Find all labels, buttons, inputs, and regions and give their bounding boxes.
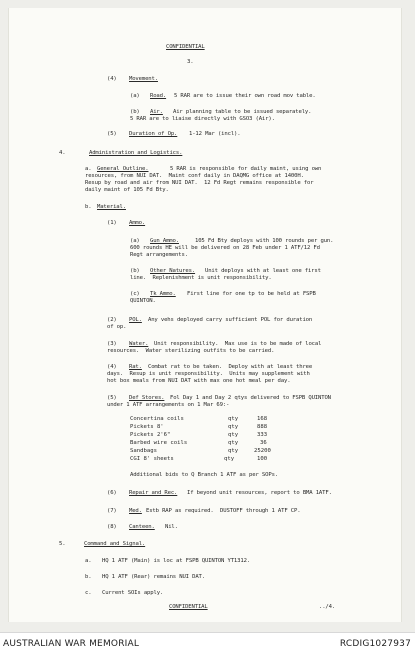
def-store-name: Pickets 2'6"	[130, 432, 171, 438]
general-outline-num: a.	[85, 166, 92, 172]
def-store-unit: qty	[228, 424, 239, 430]
pol-num: (2)	[107, 317, 117, 323]
repair-text: If beyond unit resources, report to BMA 1ATF.	[187, 490, 332, 496]
water-line-2: resources. Water sterilizing outfits to be carried.	[107, 348, 275, 354]
other-natures-line-1: Unit deploys with at least one first	[205, 268, 321, 274]
med-text: Estb RAP as required. DUSTOFF through 1 ATF CP.	[146, 508, 301, 514]
general-outline-line-2: resources, from NUI DAT. Maint conf daily in DAQMG office at 1400H.	[85, 173, 304, 179]
gun-ammo-line-3: Regt arrangements.	[130, 252, 188, 258]
duration-num: (5)	[107, 131, 117, 137]
road-title: Road.	[150, 93, 167, 99]
movement-num: (4)	[107, 76, 117, 82]
def-store-name: Pickets 8'	[130, 424, 164, 430]
rat-title: Rat.	[129, 364, 142, 370]
other-natures-num: (b)	[130, 268, 140, 274]
classification-footer: CONFIDENTIAL	[169, 604, 208, 610]
section-4-num: 4.	[59, 150, 66, 156]
med-title: Med.	[129, 508, 142, 514]
section-4-title: Administration and Logistics.	[89, 150, 183, 156]
air-text-2: 5 RAR are to liaise directly with GSO3 (Air).	[130, 116, 275, 122]
general-outline-line-4: daily maint of 105 Fd Bty.	[85, 187, 169, 193]
document-page	[8, 8, 402, 622]
def-store-unit: qty	[228, 416, 239, 422]
pol-line-1: Any vehs deployed carry sufficient POL for duration	[148, 317, 313, 323]
def-store-unit: qty	[224, 456, 235, 462]
def-store-qty: 888	[257, 424, 268, 430]
tk-ammo-title: Tk Ammo.	[150, 291, 176, 297]
continuation-marker: ../4.	[319, 604, 336, 610]
duration-title: Duration of Op.	[129, 131, 178, 137]
tk-ammo-line-2: QUINTON.	[130, 298, 156, 304]
road-num: (a)	[130, 93, 140, 99]
def-store-name: CGI 8' sheets	[130, 456, 174, 462]
water-title: Water.	[129, 341, 149, 347]
def-store-unit: qty	[228, 448, 239, 454]
def-store-name: Barbed wire coils	[130, 440, 188, 446]
section-5-title: Command and Signal.	[84, 541, 146, 547]
pol-line-2: of op.	[107, 324, 127, 330]
other-natures-title: Other Natures.	[150, 268, 196, 274]
def-stores-line-2: under 1 ATF arrangements on 1 Mar 69:-	[107, 402, 230, 408]
water-line-1: Unit responsibility. Max use is to be made of local	[154, 341, 322, 347]
gun-ammo-title: Gun Ammo.	[150, 238, 179, 244]
def-store-qty: 25200	[254, 448, 271, 454]
canteen-num: (8)	[107, 524, 117, 530]
def-stores-note: Additional bids to Q Branch 1 ATF as per SOPs.	[130, 472, 279, 478]
gun-ammo-num: (a)	[130, 238, 140, 244]
def-stores-num: (5)	[107, 395, 117, 401]
def-store-unit: qty	[228, 440, 239, 446]
pol-title: POL.	[129, 317, 142, 323]
def-store-name: Concertina coils	[130, 416, 184, 422]
def-store-qty: 168	[257, 416, 268, 422]
section-5-num: 5.	[59, 541, 66, 547]
archive-id: RCDIG1027937	[339, 639, 411, 649]
gun-ammo-line-2: 600 rounds HE will be delivered on 28 Feb under 1 ATF/12 Fd	[130, 245, 320, 251]
canteen-title: Canteen.	[129, 524, 155, 530]
other-natures-line-2: line. Replenishment is unit responsibility.	[130, 275, 272, 281]
ammo-num: (1)	[107, 220, 117, 226]
canteen-text: Nil.	[165, 524, 178, 530]
def-store-qty: 100	[257, 456, 268, 462]
def-stores-line-1: Fol Day 1 and Day 2 qtys delivered to FSPB QUINTON	[170, 395, 331, 401]
repair-num: (6)	[107, 490, 117, 496]
air-title: Air.	[150, 109, 163, 115]
command-b-num: b.	[85, 574, 92, 580]
water-num: (3)	[107, 341, 117, 347]
tk-ammo-num: (c)	[130, 291, 140, 297]
def-store-unit: qty	[228, 432, 239, 438]
rat-num: (4)	[107, 364, 117, 370]
classification-header: CONFIDENTIAL	[166, 44, 205, 50]
archive-name: AUSTRALIAN WAR MEMORIAL	[3, 639, 140, 649]
road-text: 5 RAR are to issue their own road mov table.	[174, 93, 316, 99]
command-c-text: Current SOIs apply.	[102, 590, 164, 596]
air-num: (b)	[130, 109, 140, 115]
rat-line-2: days. Resup is unit responsibility. Units may supplement with	[107, 371, 310, 377]
command-a-num: a.	[85, 558, 92, 564]
repair-title: Repair and Rec.	[129, 490, 178, 496]
med-num: (7)	[107, 508, 117, 514]
general-outline-line-3: Resup by road and air from NUI DAT. 12 Fd Regt remains responsible for	[85, 180, 314, 186]
general-outline-line-1: 5 RAR is responsible for daily maint, using own	[170, 166, 322, 172]
command-c-num: c.	[85, 590, 92, 596]
def-stores-title: Def Stores.	[129, 395, 165, 401]
page-number: 3.	[187, 59, 194, 65]
gun-ammo-line-1: 105 Fd Bty deploys with 100 rounds per gun.	[195, 238, 334, 244]
archive-footer	[0, 632, 415, 655]
def-store-qty: 36	[260, 440, 267, 446]
material-num: b.	[85, 204, 92, 210]
rat-line-1: Combat rat to be taken. Deploy with at least three	[148, 364, 313, 370]
movement-title: Movement.	[129, 76, 158, 82]
def-store-name: Sandbags	[130, 448, 157, 454]
ammo-title: Ammo.	[129, 220, 146, 226]
command-b-text: HQ 1 ATF (Rear) remains NUI DAT.	[102, 574, 205, 580]
duration-text: 1-12 Mar (incl).	[189, 131, 241, 137]
tk-ammo-line-1: First line for one tp to be held at FSPB	[187, 291, 316, 297]
def-store-qty: 333	[257, 432, 268, 438]
material-title: Material.	[97, 204, 126, 210]
air-text-1: Air planning table to be issued separately.	[173, 109, 312, 115]
rat-line-3: hot box meals from NUI DAT with max one hot meal per day.	[107, 378, 291, 384]
command-a-text: HQ 1 ATF (Main) is loc at FSPB QUINTON YT1312.	[102, 558, 251, 564]
general-outline-title: General Outline.	[97, 166, 149, 172]
